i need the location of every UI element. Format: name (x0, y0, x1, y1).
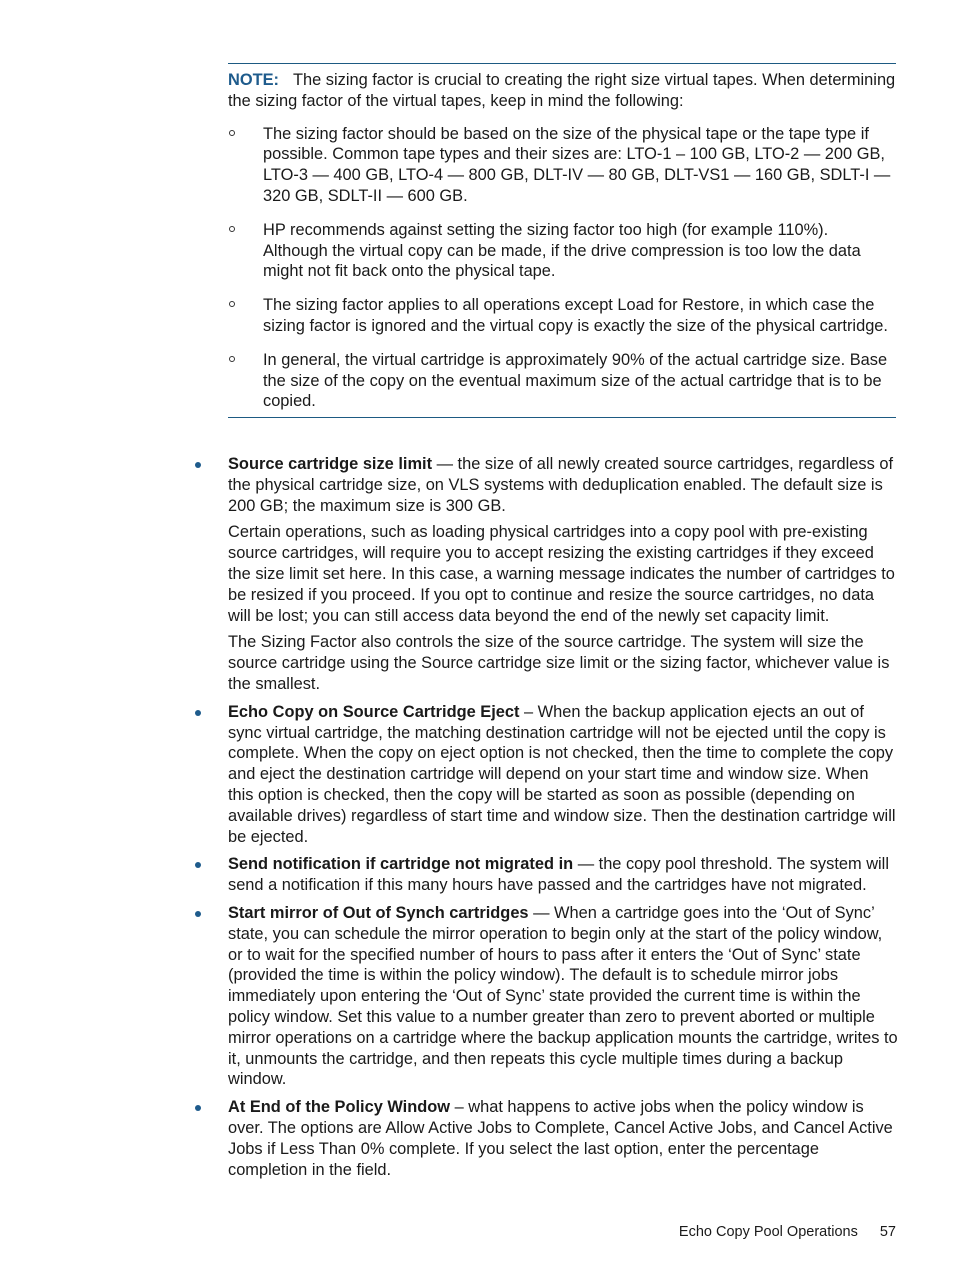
term-description: — When a cartridge goes into the ‘Out of Sync’ state, you can schedule the mirror operation to begin only at the start of the policy window, or to wait for the specified number of hours to pass after it enters the ‘Out of Sync’ state (provided the time is within the policy window). The default is to schedule mirror jobs immediately upon entering the ‘Out of Sync’ state provided the current time is within the policy window. Set this value to a number greater than zero to prevent aborted or multiple mirror operations on a cartridge where the backup application mounts the cartridge, writes to it, unmounts the cartridge, and then repeats this cycle multiple times during a backup window. (228, 903, 898, 1089)
bullet-dot-icon (195, 911, 201, 917)
page-footer (679, 1222, 896, 1243)
paragraph: Certain operations, such as loading physical cartridges into a copy pool with pre-existing source cartridges, will require you to accept resizing the existing cartridges if they exceed the size limit set here. In this case, a warning message indicates the number of cartridges to be resized if you proceed. If you opt to continue and resize the source cartridges, no data will be lost; you can still access data beyond the end of the newly set capacity limit. (228, 523, 895, 625)
bullet-section (228, 454, 898, 1187)
term-description: — the size of all newly created source cartridges, regardless of the physical cartridge size, on VLS systems with deduplication enabled. The default size is 200 GB; the maximum size is 300 GB. (228, 455, 894, 515)
note-item: In general, the virtual cartridge is approximately 90% of the actual cartridge size. Base the size of the copy on the eventual maximum size of the actual cartridge that is to be copied. (228, 350, 896, 412)
bullet-dot-icon (195, 862, 201, 868)
circle-bullet-icon (229, 130, 235, 136)
term-description: — the copy pool threshold. The system will send a notification if this many hours have passed and the cartridges have not migrated. (228, 855, 889, 895)
term-label: Send notification if cartridge not migrated in (228, 855, 574, 874)
list-item (228, 1097, 898, 1180)
list-item (228, 854, 898, 896)
circle-bullet-icon (229, 301, 235, 307)
paragraph: The Sizing Factor also controls the size of the source cartridge. The system will size the source cartridge using the Source cartridge size limit or the sizing factor, whichever value is the smallest. (228, 633, 890, 693)
note-list (228, 124, 896, 413)
note-label: NOTE: (228, 71, 279, 89)
note-item: HP recommends against setting the sizing factor too high (for example 110%). Although the virtual copy can be made, if the drive compression is too low the data might not fit back onto the physical tape. (228, 220, 896, 282)
term-label: At End of the Policy Window (228, 1098, 451, 1117)
note-item: The sizing factor should be based on the size of the physical tape or the tape type if possible. Common tape types and their sizes are: LTO-1 – 100 GB, LTO-2 — 200 GB, LTO-3 — 400 GB, LTO-4 — 800 GB, DLT-IV — 80 GB, DLT-VS1 — 160 GB, SDLT-I — 320 GB, SDLT-II — 600 GB. (228, 124, 896, 207)
footer-section-title: Echo Copy Pool Operations (678, 1224, 858, 1240)
page-number: 57 (879, 1224, 896, 1240)
bullet-dot-icon (195, 1105, 201, 1111)
term-description: – what happens to active jobs when the policy window is over. The options are Allow Active Jobs to Complete, Cancel Active Jobs, and Cancel Active Jobs if Less Than 0% complete. If you select the last option, enter the percentage completion in the field. (228, 1098, 893, 1179)
term-description: – When the backup application ejects an out of sync virtual cartridge, the matching destination cartridge will not be ejected until the copy is complete. When the copy on eject option is not checked, then the time to complete the copy and eject the destination cartridge will depend on your start time and window size. When this option is checked, then the copy will be started as soon as possible (depending on available drives) regardless of start time and window size. Then the destination cartridge will be ejected. (228, 702, 896, 846)
bullet-dot-icon (195, 462, 201, 468)
circle-bullet-icon (229, 356, 235, 362)
bullet-list (228, 454, 898, 1180)
note-intro (228, 70, 896, 112)
note-item: The sizing factor applies to all operations except Load for Restore, in which case the sizing factor is ignored and the virtual copy is exactly the size of the physical cartridge. (228, 295, 896, 337)
note-intro-text: The sizing factor is crucial to creating the right size virtual tapes. When determining the sizing factor of the virtual tapes, keep in mind the following: (228, 71, 896, 110)
list-item (228, 454, 898, 695)
list-item (228, 702, 898, 848)
circle-bullet-icon (229, 226, 235, 232)
list-item (228, 903, 898, 1090)
term-label: Start mirror of Out of Synch cartridges (228, 903, 529, 922)
note-box (228, 63, 896, 418)
term-label: Source cartridge size limit (228, 455, 433, 473)
bullet-dot-icon (195, 710, 201, 716)
term-label: Echo Copy on Source Cartridge Eject (228, 702, 520, 721)
